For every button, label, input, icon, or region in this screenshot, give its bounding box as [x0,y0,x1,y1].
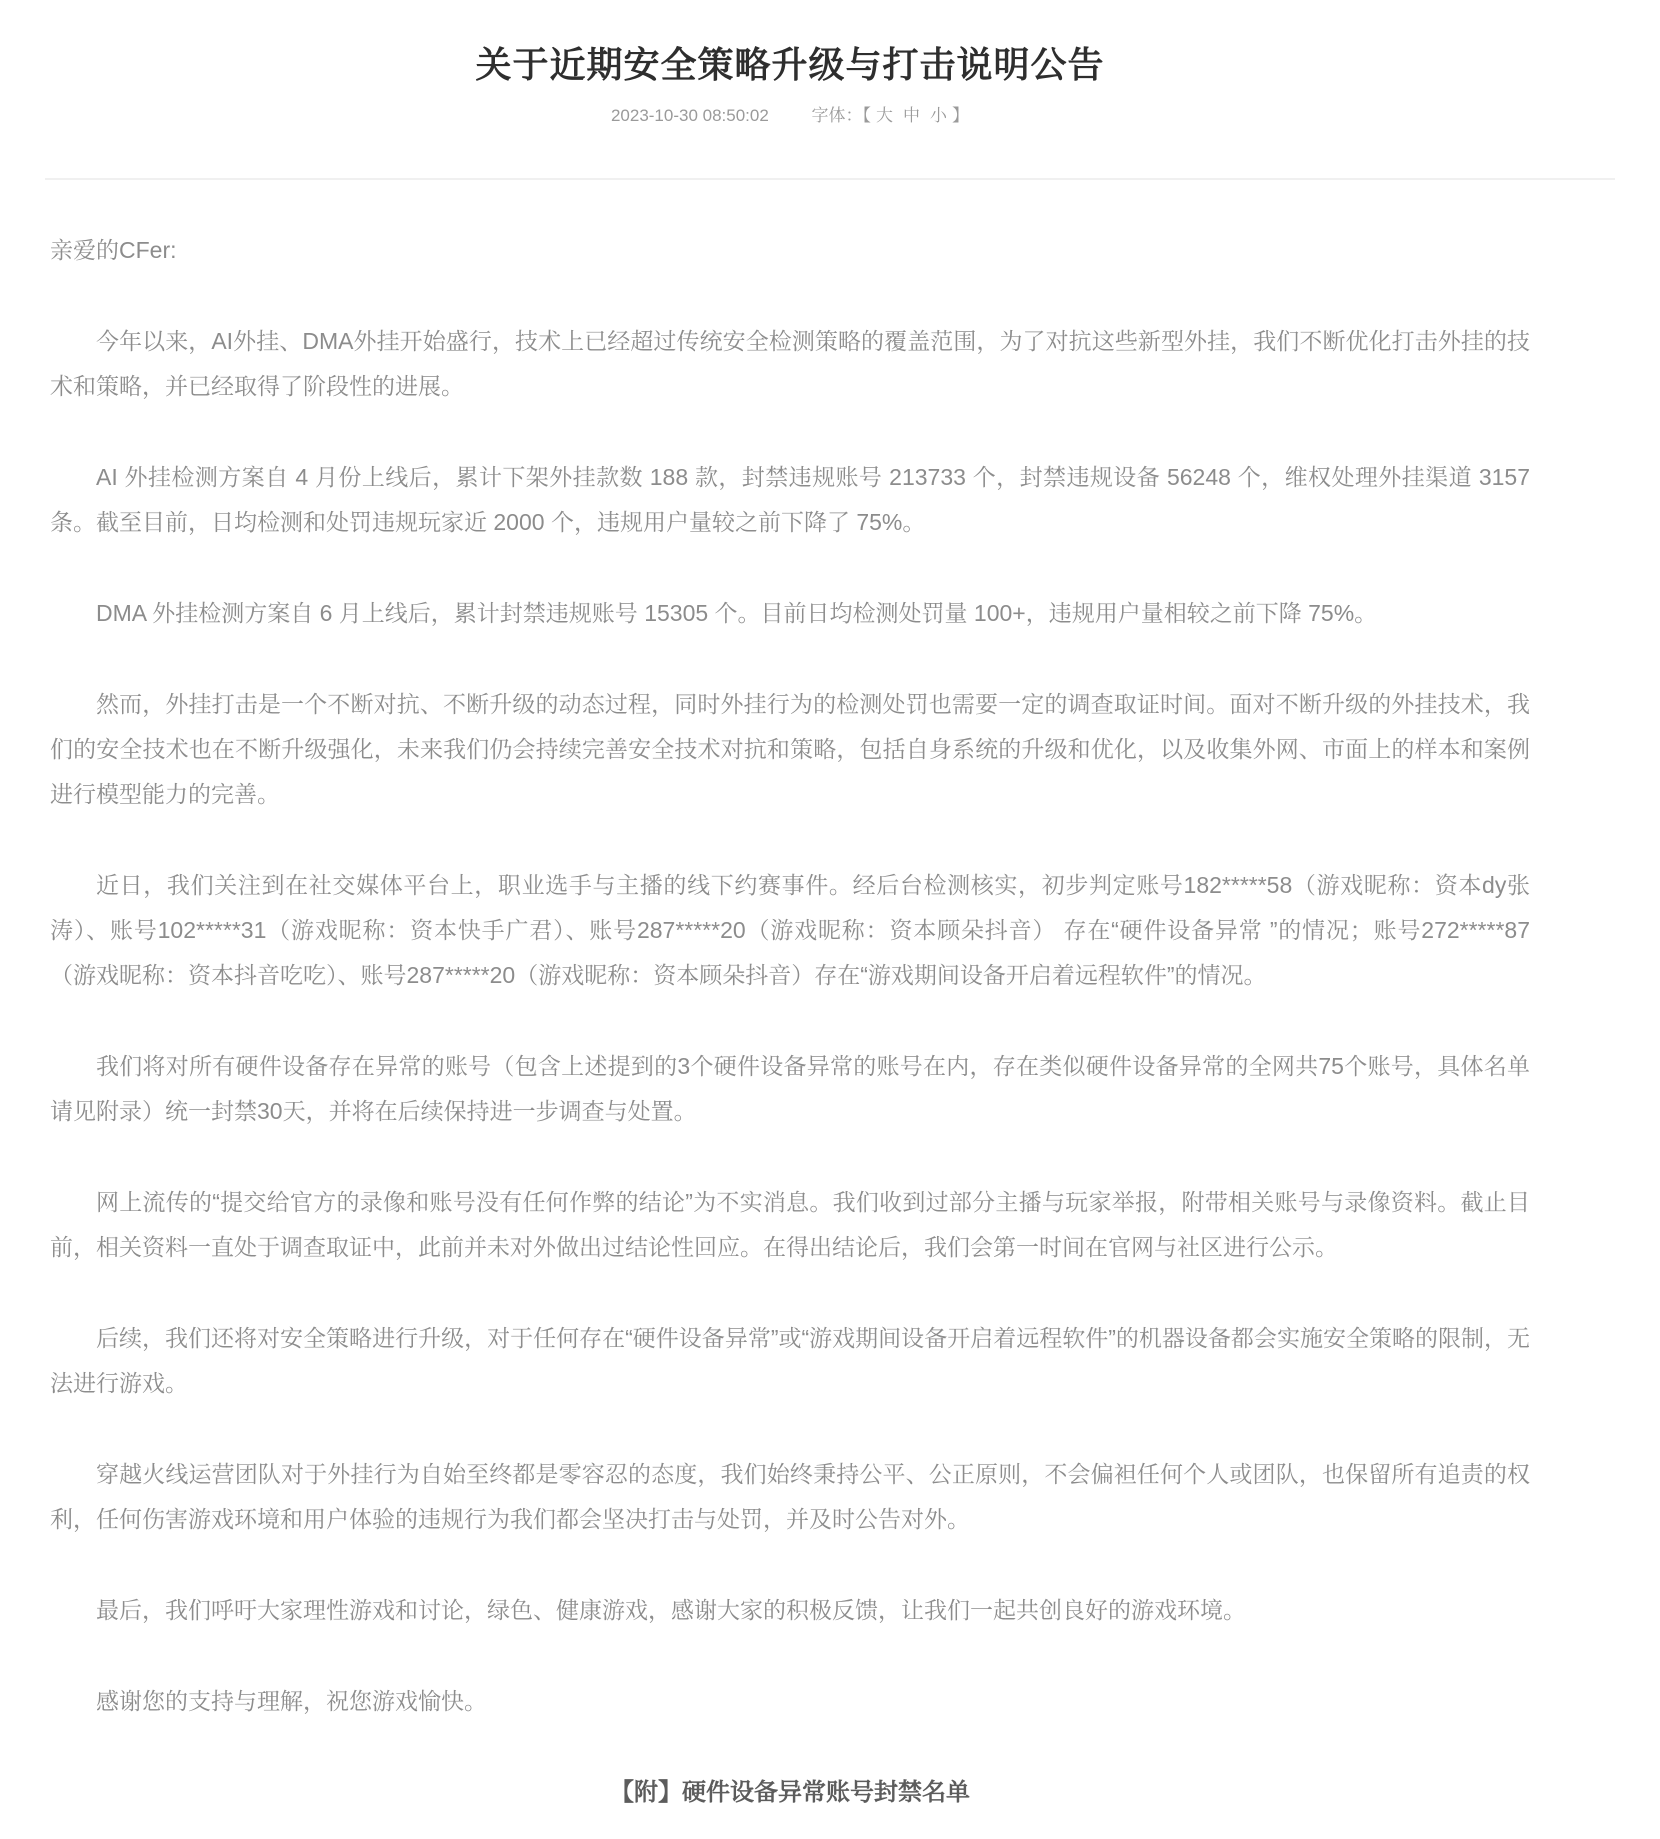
font-size-label: 字体： [811,106,863,125]
article-paragraph: 今年以来，AI外挂、DMA外挂开始盛行，技术上已经超过传统安全检测策略的覆盖范围，为了对抗这些新型外挂，我们不断优化打击外挂的技术和策略，并已经取得了阶段性的进展。 [50,328,1530,399]
article-paragraph: 然而，外挂打击是一个不断对抗、不断升级的动态过程，同时外挂行为的检测处罚也需要一定的调查取证时间。面对不断升级的外挂技术，我们的安全技术也在不断升级强化，未来我们仍会持续完善安全技术对抗和策略，包括自身系统的升级和优化，以及收集外网、市面上的样本和案例进行模型能力的完善。 [50,691,1530,807]
salutation: 亲爱的CFer: [50,237,177,263]
article-paragraph: 最后，我们呼吁大家理性游戏和讨论，绿色、健康游戏，感谢大家的积极反馈，让我们一起共创良好的游戏环境。 [96,1597,1246,1623]
article-paragraph: 感谢您的支持与理解，祝您游戏愉快。 [96,1688,487,1714]
article-paragraph: AI 外挂检测方案自 4 月份上线后，累计下架外挂款数 188 款，封禁违规账号 213733 个，封禁违规设备 56248 个，维权处理外挂渠道 3157 条。截至目前，日均检测和处罚违规玩家近 2000 个，违规用户量较之前下降了 75%。 [50,464,1530,535]
font-size-switcher [812,106,970,125]
appendix-heading: 【附】硬件设备异常账号封禁名单 [610,1779,970,1806]
article-paragraph: 我们将对所有硬件设备存在异常的账号（包含上述提到的3个硬件设备异常的账号在内，存在类似硬件设备异常的全网共75个账号，具体名单请见附录）统一封禁30天，并将在后续保持进一步调查与处置。 [50,1053,1530,1124]
font-size-large[interactable]: 大 [876,106,894,125]
article-paragraph: DMA 外挂检测方案自 6 月上线后，累计封禁违规账号 15305 个。目前日均检测处罚量 100+，违规用户量相较之前下降 75%。 [96,600,1378,626]
publish-datetime: 2023-10-30 08:50:02 [610,106,769,125]
font-size-medium[interactable]: 中 [903,106,921,125]
article-paragraph: 近日，我们关注到在社交媒体平台上，职业选手与主播的线下约赛事件。经后台检测核实，初步判定账号182*****58（游戏昵称：资本dy张涛）、账号102*****31（游戏昵称：资本快手广君）、账号287*****20（游戏昵称：资本顾朵抖音） 存在“硬件设备异常 ”的情况；账号272*****87（游戏昵称：资本抖音吃吃）、账号287*****20（游戏昵称：资本顾朵抖音）存在“游戏期间设备开启着远程软件”的情况。 [50,872,1530,988]
announcement-article [0,180,1660,1815]
article-paragraph: 后续，我们还将对安全策略进行升级，对于任何存在“硬件设备异常”或“游戏期间设备开启着远程软件”的机器设备都会实施安全策略的限制，无法进行游戏。 [50,1325,1530,1396]
meta-row [50,104,1530,128]
font-bracket-open-icon: 【 [862,106,872,125]
article-paragraph: 穿越火线运营团队对于外挂行为自始至终都是零容忍的态度，我们始终秉持公平、公正原则，不会偏袒任何个人或团队，也保留所有追责的权利，任何伤害游戏环境和用户体验的违规行为我们都会坚决打击与处罚，并及时公告对外。 [50,1461,1530,1532]
font-size-small[interactable]: 小 [930,106,948,125]
announcement-header [0,0,1660,128]
font-bracket-close-icon: 】 [952,106,970,125]
page-title: 关于近期安全策略升级与打击说明公告 [475,44,1105,85]
article-paragraph: 网上流传的“提交给官方的录像和账号没有任何作弊的结论”为不实消息。我们收到过部分主播与玩家举报，附带相关账号与录像资料。截止目前，相关资料一直处于调查取证中，此前并未对外做出过结论性回应。在得出结论后，我们会第一时间在官网与社区进行公示。 [50,1189,1530,1260]
